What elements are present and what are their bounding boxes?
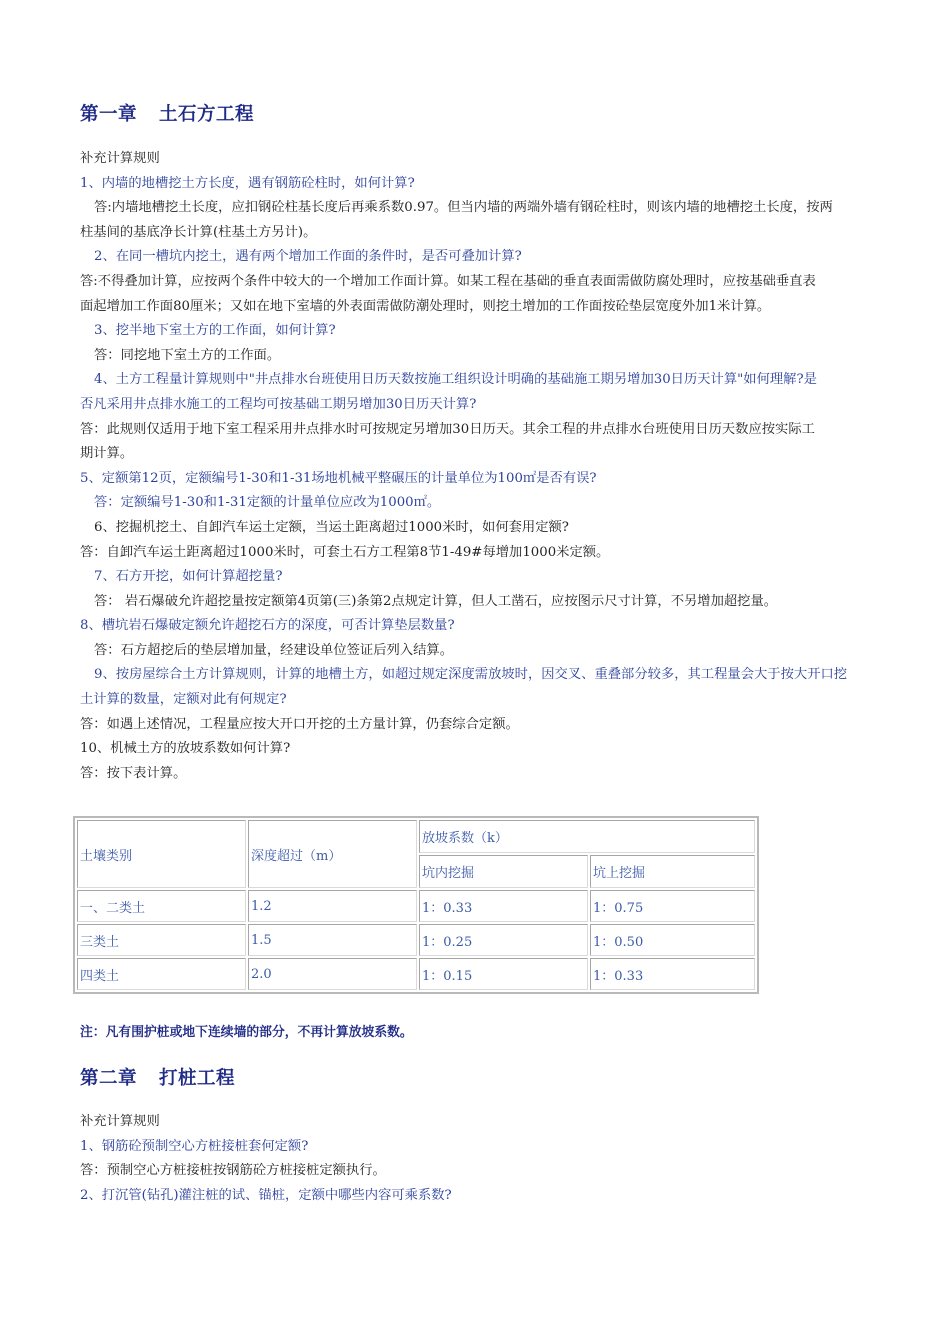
answer-8: 答：石方超挖后的垫层增加量，经建设单位签证后列入结算。 (94, 642, 454, 658)
answer-1: 答：预制空心方桩接桩按钢筋砼方桩接桩定额执行。 (80, 1163, 386, 1179)
question-9-line-2: 土计算的数量，定额对此有何规定? (80, 692, 287, 708)
question-4-line-2: 否凡采用井点排水施工的工程均可按基础工期另增加30日历天计算? (80, 396, 477, 412)
answer-2-line-1: 答:不得叠加计算，应按两个条件中较大的一个增加工作面计算。如某工程在基础的垂直表面需做防腐处理时，应按基础垂直表 (80, 273, 816, 289)
section-subtitle: 补充计算规则 (80, 151, 160, 166)
question-6: 6、挖掘机挖土、自卸汽车运土定额，当运土距离超过1000米时，如何套用定额? (94, 519, 569, 535)
cell-on-pit: 1：0.50 (590, 924, 755, 956)
answer-1-line-2: 柱基间的基底净长计算(柱基土方另计)。 (80, 224, 317, 240)
cell-depth: 1.2 (248, 890, 417, 922)
question-3: 3、挖半地下室土方的工作面，如何计算? (94, 323, 336, 339)
chapter-title: 打桩工程 (159, 1068, 236, 1089)
answer-3: 答：同挖地下室土方的工作面。 (94, 347, 281, 363)
answer-9: 答：如遇上述情况，工程量应按大开口开挖的土方量计算，仍套综合定额。 (80, 716, 519, 732)
header-depth: 深度超过（m） (248, 820, 417, 888)
table-row (77, 924, 755, 956)
cell-in-pit: 1：0.33 (419, 890, 588, 922)
cell-soil: 四类土 (77, 958, 246, 990)
question-5: 5、定额第12页，定额编号1-30和1-31场地机械平整碾压的计量单位为100㎡是否有误? (80, 470, 597, 486)
cell-on-pit: 1：0.75 (590, 890, 755, 922)
cell-in-pit: 1：0.25 (419, 924, 588, 956)
question-1: 1、内墙的地槽挖土方长度，遇有钢筋砼柱时，如何计算? (80, 175, 415, 191)
question-4-line-1: 4、土方工程量计算规则中"井点排水台班使用日历天数按施工组织设计明确的基础施工期另增加30日历天计算"如何理解?是 (94, 372, 817, 388)
chapter-2-body (80, 1110, 875, 1208)
chapter-1-body (80, 147, 875, 786)
chapter-1-heading (80, 100, 254, 126)
slope-coefficient-table (73, 816, 759, 994)
question-1: 1、钢筋砼预制空心方桩接桩套何定额? (80, 1138, 309, 1154)
cell-on-pit: 1：0.33 (590, 958, 755, 990)
cell-depth: 1.5 (248, 924, 417, 956)
question-9-line-1: 9、按房屋综合土方计算规则，计算的地槽土方，如超过规定深度需放坡时，因交叉、重叠部分较多，其工程量会大于按大开口挖 (94, 667, 848, 683)
question-2: 2、打沉管(钻孔)灌注桩的试、锚桩，定额中哪些内容可乘系数? (80, 1187, 452, 1203)
answer-1-line-1: 答:内墙地槽挖土长度，应扣钢砼柱基长度后再乘系数0.97。但当内墙的两端外墙有钢砼柱时，则该内墙的地槽挖土长度，按两 (94, 200, 833, 216)
answer-4-line-2: 期计算。 (80, 446, 134, 462)
chapter-number: 第二章 (80, 1068, 138, 1089)
header-in-pit: 坑内挖掘 (419, 855, 588, 888)
table-note: 注：凡有围护桩或地下连续墙的部分，不再计算放坡系数。 (80, 1025, 413, 1040)
table-row (77, 890, 755, 922)
cell-soil: 一、二类土 (77, 890, 246, 922)
chapter-2-heading (80, 1064, 235, 1090)
section-subtitle: 补充计算规则 (80, 1114, 160, 1129)
answer-4-line-1: 答：此规则仅适用于地下室工程采用井点排水时可按规定另增加30日历天。其余工程的井点排水台班使用日历天数应按实际工 (80, 421, 815, 437)
header-slope-k: 放坡系数（k） (419, 820, 755, 853)
answer-7: 答： 岩石爆破允许超挖量按定额第4页第(三)条第2点规定计算，但人工凿石，应按图示尺寸计算，不另增加超挖量。 (94, 593, 778, 609)
table-header-row (77, 820, 755, 853)
answer-5: 答：定额编号1-30和1-31定额的计量单位应改为1000㎡。 (94, 495, 441, 511)
chapter-number: 第一章 (80, 104, 138, 125)
cell-soil: 三类土 (77, 924, 246, 956)
question-2: 2、在同一槽坑内挖土，遇有两个增加工作面的条件时，是否可叠加计算? (94, 249, 522, 265)
header-soil-type: 土壤类别 (77, 820, 246, 888)
table-row (77, 958, 755, 990)
cell-in-pit: 1：0.15 (419, 958, 588, 990)
header-on-pit: 坑上挖掘 (590, 855, 755, 888)
question-8: 8、槽坑岩石爆破定额允许超挖石方的深度，可否计算垫层数量? (80, 618, 455, 634)
question-7: 7、石方开挖，如何计算超挖量? (94, 569, 283, 585)
question-10: 10、机械土方的放坡系数如何计算? (80, 741, 291, 757)
answer-6: 答：自卸汽车运土距离超过1000米时，可套土石方工程第8节1-49#每增加1000米定额。 (80, 544, 610, 560)
chapter-title: 土石方工程 (159, 104, 255, 125)
cell-depth: 2.0 (248, 958, 417, 990)
answer-10: 答：按下表计算。 (80, 765, 187, 781)
answer-2-line-2: 面起增加工作面80厘米；又如在地下室墙的外表面需做防潮处理时，则挖土增加的工作面按砼垫层宽度外加1米计算。 (80, 298, 771, 314)
